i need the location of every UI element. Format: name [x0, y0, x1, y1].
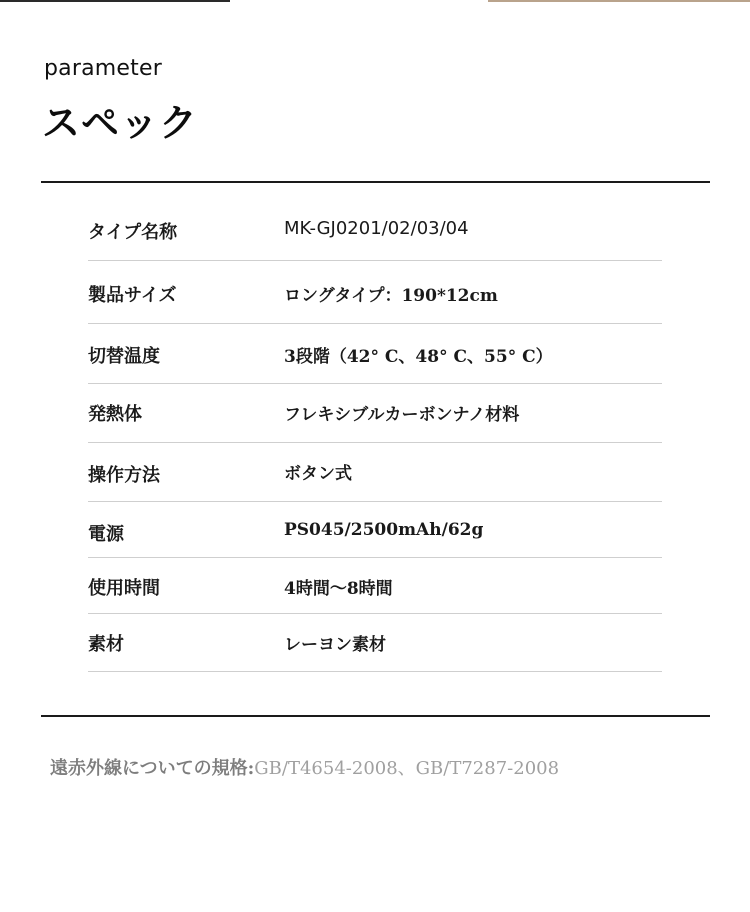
footnote-label: 遠赤外線についての規格: [50, 758, 255, 779]
spec-value: レーヨン素材 [284, 635, 386, 655]
standards-footnote [50, 754, 559, 780]
spec-value: MK-GJ0201/02/03/04 [284, 218, 469, 239]
top-decorative-strip-left [0, 0, 230, 2]
spec-row-size [88, 261, 662, 324]
spec-label: 使用時間 [88, 578, 160, 599]
top-rule [41, 181, 710, 183]
spec-label: 素材 [88, 634, 124, 655]
spec-table [88, 200, 662, 672]
spec-row-material [88, 614, 662, 672]
spec-value: フレキシブルカーボンナノ材料 [284, 405, 520, 425]
spec-label: 電源 [88, 524, 124, 545]
spec-label: 製品サイズ [88, 285, 177, 306]
spec-label: 操作方法 [88, 465, 160, 486]
spec-value: ボタン式 [284, 464, 352, 484]
section-eyebrow: parameter [44, 56, 162, 81]
spec-value: PS045/2500mAh/62g [284, 520, 484, 540]
spec-row-power [88, 502, 662, 558]
spec-label: 切替温度 [88, 346, 160, 367]
spec-value: ロングタイプ：190*12cm [284, 286, 498, 306]
page-title: スペック [42, 100, 199, 145]
spec-value: 3段階（42° C、48° C、55° C） [284, 347, 553, 367]
spec-row-usage-time [88, 558, 662, 614]
top-decorative-strip-right [488, 0, 750, 2]
spec-row-temperature [88, 324, 662, 384]
footnote-value: GB/T4654-2008、GB/T7287-2008 [254, 758, 560, 779]
spec-value: 4時間～8時間 [284, 579, 393, 599]
spec-label: タイプ名称 [88, 222, 178, 243]
spec-row-heating-element [88, 384, 662, 443]
bottom-rule [41, 715, 710, 717]
spec-label: 発熱体 [88, 404, 142, 425]
spec-row-operation [88, 443, 662, 502]
spec-row-model [88, 200, 662, 261]
